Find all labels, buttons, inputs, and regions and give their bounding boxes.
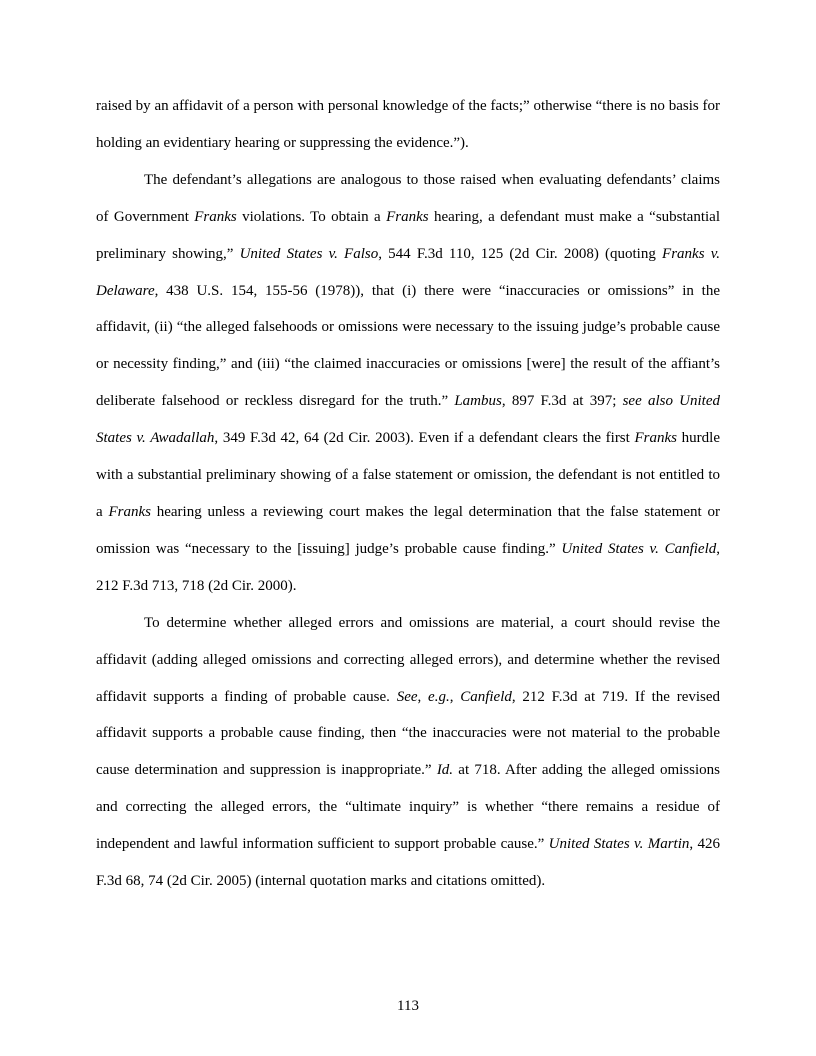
italic-citation-text: see also United States v. Awadallah xyxy=(96,393,720,447)
text-segment: hearing, a defendant must make a “substantial preliminary showing,” xyxy=(96,208,720,262)
text-segment: , xyxy=(449,688,461,705)
paragraph xyxy=(96,88,720,162)
italic-citation-text: Lambus xyxy=(454,393,502,410)
text-segment: , 897 F.3d at 397; xyxy=(501,393,623,410)
text-segment: violations. To obtain a xyxy=(236,208,387,225)
text-segment: hurdle with a substantial preliminary showing of a false statement or omission, the defendant is not entitled to a xyxy=(96,430,720,520)
text-segment: , 349 F.3d 42, 64 (2d Cir. 2003). Even if a defendant clears the first xyxy=(214,430,635,447)
italic-citation-text: United States v. Martin xyxy=(548,836,690,853)
italic-citation-text: See xyxy=(396,688,418,705)
text-segment: at 718. After adding the alleged omissions and correcting the alleged errors, the “ultimate inquiry” is whether “there remains a residue of independent and lawful information sufficient to support probable cause.” xyxy=(96,762,720,853)
body-text xyxy=(96,88,720,900)
page-number: 113 xyxy=(397,998,419,1014)
italic-citation-text: Franks xyxy=(634,430,677,447)
text-segment: , 212 F.3d 713, 718 (2d Cir. 2000). xyxy=(96,540,721,594)
italic-citation-text: Franks xyxy=(194,208,237,225)
italic-citation-text: e.g. xyxy=(428,688,450,705)
italic-citation-text: Franks xyxy=(108,503,151,520)
italic-citation-text: Franks xyxy=(386,208,429,225)
italic-citation-text: Canfield xyxy=(460,688,512,705)
text-segment: , 438 U.S. 154, 155-56 (1978)), that (i) there were “inaccuracies or omissions” in the affidavit, (ii) “the alleged falsehoods or omissions were necessary to the issuing judge’s probable cause or necessity finding,” and (iii) “the claimed inaccuracies or omissions [were] the result of the affiant’s deliberate falsehood or reckless disregard for the truth.” xyxy=(96,282,720,410)
text-segment: To determine whether alleged errors and omissions are material, a court should revise the affidavit (adding alleged omissions and correcting alleged errors), and determine whether the revised affidavit supports a finding of probable cause. xyxy=(96,614,720,705)
text-segment: , 212 F.3d at 719. If the revised affidavit supports a probable cause finding, then “the inaccuracies were not material to the probable cause determination and suppression is inappropriate.” xyxy=(96,688,721,779)
text-segment: raised by an affidavit of a person with personal knowledge of the facts;” otherwise “there is no basis for holding an evidentiary hearing or suppressing the evidence.”). xyxy=(96,98,720,151)
text-segment: , 544 F.3d 110, 125 (2d Cir. 2008) (quoting xyxy=(378,245,663,262)
paragraph xyxy=(96,162,720,605)
italic-citation-text: United States v. Falso xyxy=(239,245,379,262)
text-segment: , 426 F.3d 68, 74 (2d Cir. 2005) (internal quotation marks and citations omitted). xyxy=(96,836,721,890)
italic-citation-text: Id. xyxy=(436,762,454,779)
text-segment: hearing unless a reviewing court makes the legal determination that the false statement or omission was “necessary to the [issuing] judge’s probable cause finding.” xyxy=(96,503,720,557)
italic-citation-text: Franks v. Delaware xyxy=(96,245,720,299)
italic-citation-text: United States v. Canfield xyxy=(561,540,717,557)
text-segment: The defendant’s allegations are analogous to those raised when evaluating defendants’ claims of Government xyxy=(96,171,720,225)
text-segment: , xyxy=(417,688,429,705)
paragraph xyxy=(96,605,720,900)
